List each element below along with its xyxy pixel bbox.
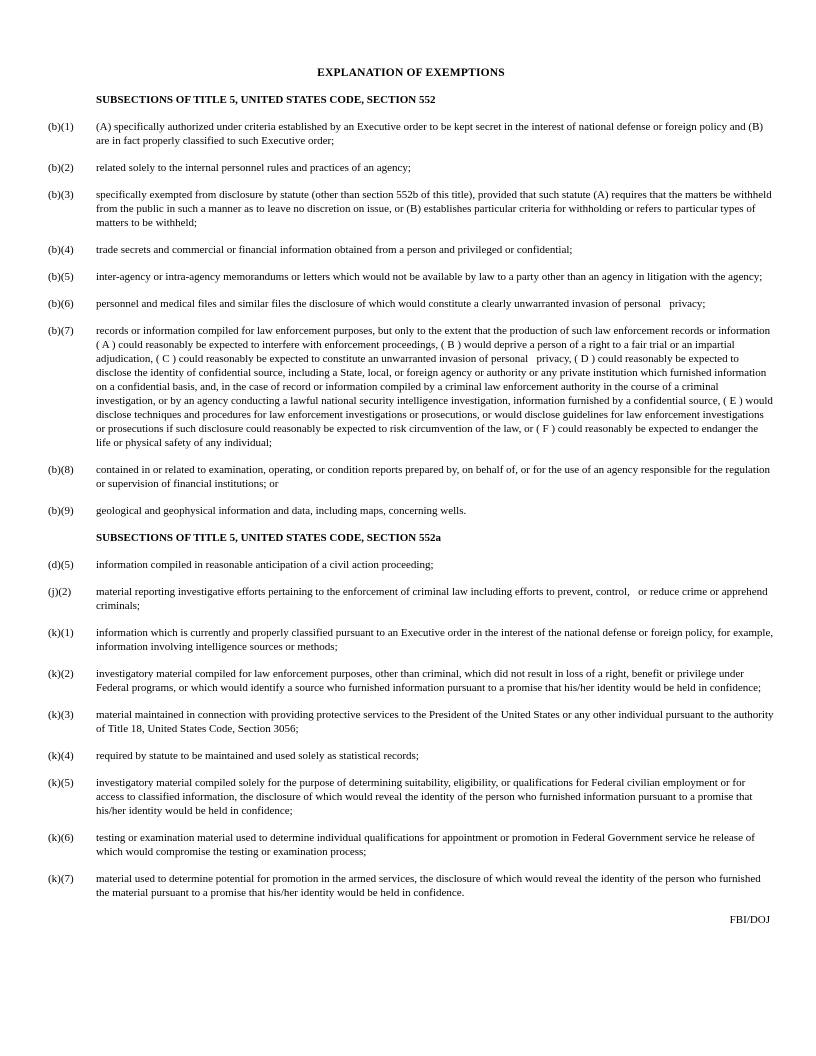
exemption-text: material used to determine potential for promotion in the armed services, the disclosure of which would reveal the identity of the person who furnished the material pursuant to a promise that his/her identity would be held in confidence. (96, 873, 764, 899)
exemption-item-b7 (48, 324, 774, 450)
exemption-text: material reporting investigative efforts pertaining to the enforcement of criminal law including efforts to prevent, control, or reduce crime or apprehend criminals; (96, 586, 771, 612)
exemption-text: material maintained in connection with providing protective services to the President of the United States or any other individual pursuant to the authority of Title 18, United States Code, Section 3056; (96, 709, 777, 735)
exemption-item-b5 (48, 270, 774, 284)
section-heading-552: SUBSECTIONS OF TITLE 5, UNITED STATES CODE, SECTION 552 (96, 94, 436, 106)
exemption-label: (k)(6) (48, 832, 74, 844)
exemption-item-k5 (48, 776, 774, 818)
exemption-item-j2 (48, 585, 774, 613)
exemption-text: personnel and medical files and similar files the disclosure of which would constitute a clearly unwarranted invasion of personal privacy; (96, 298, 706, 310)
exemption-label: (k)(3) (48, 709, 74, 721)
exemption-item-b9 (48, 504, 774, 518)
exemption-label: (b)(3) (48, 189, 74, 201)
exemption-item-b6 (48, 297, 774, 311)
exemption-text: investigatory material compiled for law enforcement purposes, other than criminal, which did not result in loss of a right, benefit or privilege under Federal programs, or which would identify a source who furnished information pursuant to a promise that his/her identity would be held in confidence; (96, 668, 762, 694)
exemption-item-b8 (48, 463, 774, 491)
exemption-label: (k)(7) (48, 873, 74, 885)
exemption-text: information compiled in reasonable anticipation of a civil action proceeding; (96, 559, 434, 571)
exemption-text: specifically exempted from disclosure by statute (other than section 552b of this title), provided that such statute (A) requires that the matters be withheld from the public in such a manner as to leave no discretion on issue, or (B) establishes particular criteria for withholding or refers to particular types of matters to be withheld; (96, 189, 775, 229)
exemption-item-k2 (48, 667, 774, 695)
section-552 (48, 93, 774, 518)
exemption-item-b2 (48, 161, 774, 175)
exemption-item-d5 (48, 558, 774, 572)
footer-agency-label: FBI/DOJ (729, 914, 770, 926)
exemption-label: (k)(2) (48, 668, 74, 680)
exemption-text: (A) specifically authorized under criteria established by an Executive order to be kept secret in the interest of national defense or foreign policy and (B) are in fact properly classified to such Executive order; (96, 121, 766, 147)
exemption-label: (b)(1) (48, 121, 74, 133)
exemption-text: contained in or related to examination, operating, or condition reports prepared by, on behalf of, or for the use of an agency responsible for the regulation or supervision of financial institutions; or (96, 464, 773, 490)
exemption-label: (b)(2) (48, 162, 74, 174)
exemption-text: records or information compiled for law enforcement purposes, but only to the extent that the production of such law enforcement records or information ( A ) could reasonably be expected to interfere with enforcement proceedings, ( B ) would deprive a person of a right to a fair trial or an impartial adjudication, ( C ) could reasonably be expected to constitute an unwarranted invasion of personal privacy, ( D ) could reasonably be expected to disclose the identity of confidential source, including a State, local, or foreign agency or authority or any private institution which furnished information on a confidential basis, and, in the case of record or information compiled by a criminal law enforcement authority in the course of a criminal investigation, or by an agency conducting a lawful national security intelligence investigation, information furnished by a confidential source, ( E ) would disclose techniques and procedures for law enforcement investigations or prosecutions, or would disclose guidelines for law enforcement investigations or prosecutions if such disclosure could reasonably be expected to risk circumvention of the law, or ( F ) could reasonably be expected to endanger the life or physical safety of any individual; (96, 325, 776, 449)
exemption-label: (d)(5) (48, 559, 74, 571)
exemption-text: trade secrets and commercial or financial information obtained from a person and privileged or confidential; (96, 244, 573, 256)
exemption-item-k6 (48, 831, 774, 859)
page-title: EXPLANATION OF EXEMPTIONS (317, 67, 505, 79)
exemption-text: geological and geophysical information and data, including maps, concerning wells. (96, 505, 467, 517)
exemption-label: (k)(4) (48, 750, 74, 762)
exemption-text: investigatory material compiled solely for the purpose of determining suitability, eligibility, or qualifications for Federal civilian employment or for access to classified information, the disclosure of which would reveal the identity of the person who furnished information pursuant to a promise that his/her identity would be held in confidence; (96, 777, 756, 817)
exemption-item-k3 (48, 708, 777, 736)
exemption-text: information which is currently and properly classified pursuant to an Executive order in the interest of the national defense or foreign policy, for example, information involving intelligence sources or methods; (96, 627, 776, 653)
exemption-label: (b)(5) (48, 271, 74, 283)
exemption-item-k1 (48, 626, 774, 654)
exemption-label: (b)(6) (48, 298, 74, 310)
exemption-label: (b)(9) (48, 505, 74, 517)
exemption-label: (b)(7) (48, 325, 74, 337)
exemption-item-b3 (48, 188, 774, 230)
exemption-label: (k)(1) (48, 627, 74, 639)
exemption-label: (b)(4) (48, 244, 74, 256)
section-heading-552a: SUBSECTIONS OF TITLE 5, UNITED STATES CODE, SECTION 552a (96, 532, 441, 544)
exemption-text: required by statute to be maintained and used solely as statistical records; (96, 750, 419, 762)
exemption-item-b4 (48, 243, 774, 257)
exemption-text: testing or examination material used to determine individual qualifications for appointment or promotion in Federal Government service he release of which would compromise the testing or examination process; (96, 832, 758, 858)
exemption-text: inter-agency or intra-agency memorandums or letters which would not be available by law to a party other than an agency in litigation with the agency; (96, 271, 763, 283)
exemption-label: (j)(2) (48, 586, 72, 598)
exemption-label: (k)(5) (48, 777, 74, 789)
exemption-item-k7 (48, 872, 774, 900)
exemption-item-k4 (48, 749, 774, 763)
section-552a (48, 531, 777, 900)
exemption-item-b1 (48, 120, 774, 148)
exemption-label: (b)(8) (48, 464, 74, 476)
exemption-text: related solely to the internal personnel rules and practices of an agency; (96, 162, 411, 174)
